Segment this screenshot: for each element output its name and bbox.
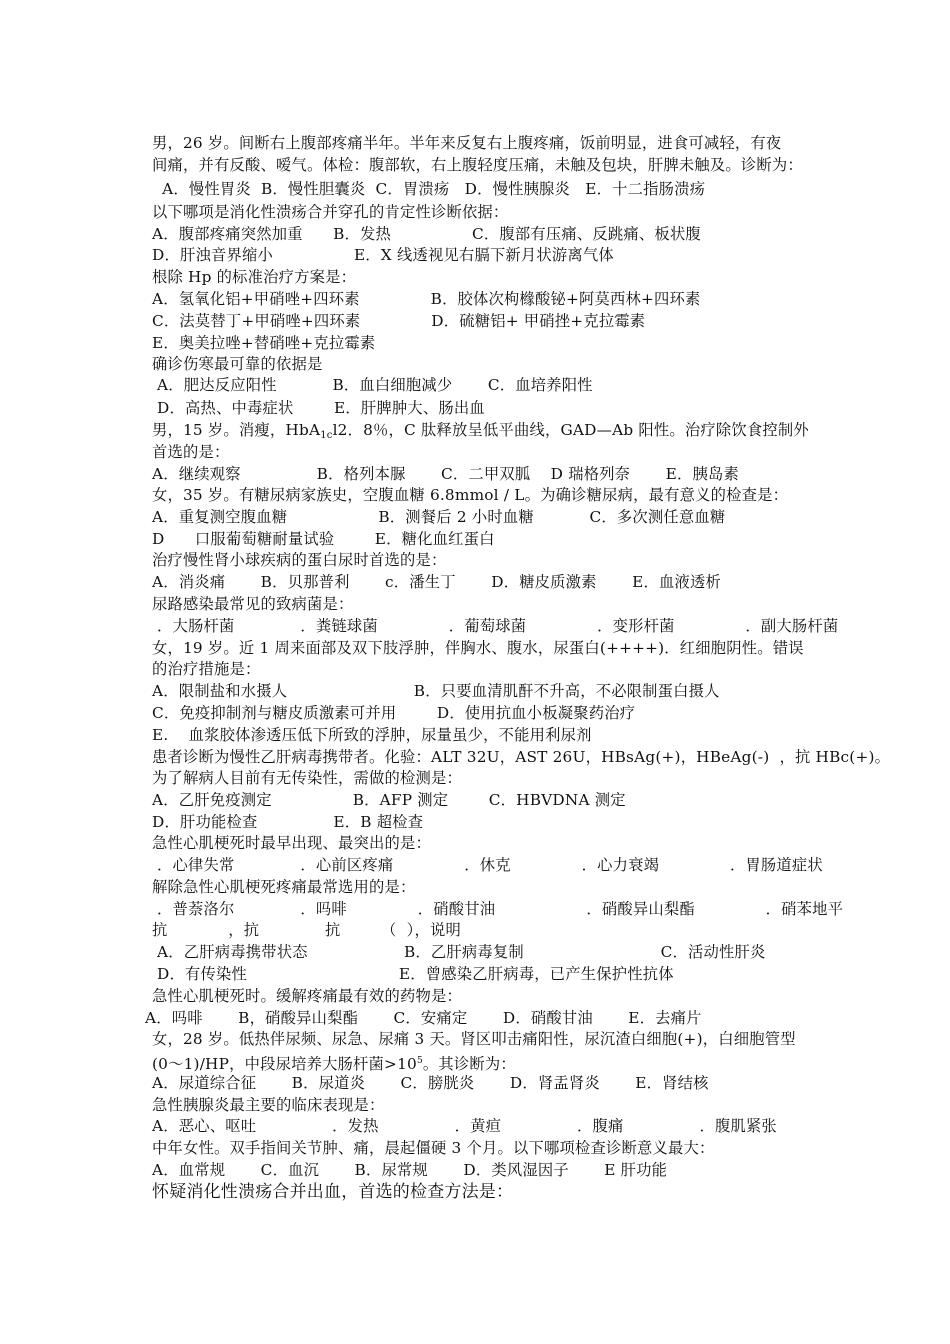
text-line: A．肥达反应阳性 B．血白细胞减少 C．血培养阳性 xyxy=(152,376,593,394)
text-line: A．吗啡 B，硝酸异山梨酯 C．安痛定 D．硝酸甘油 E．去痛片 xyxy=(145,1009,702,1027)
text-line: 患者诊断为慢性乙肝病毒携带者。化验：ALT 32U，AST 26U，HBsAg(+)，HBeAg(-) ，抗 HBc(+)。 xyxy=(152,748,891,766)
text-line: A．尿道综合征 B．尿道炎 C．膀胱炎 D．肾盂肾炎 E．肾结核 xyxy=(152,1074,709,1092)
text-segment: (0～1)/HP，中段尿培养大肠杆菌>10 xyxy=(152,1055,417,1074)
text-line: 以下哪项是消化性溃疡合并穿孔的肯定性诊断依据： xyxy=(152,203,509,221)
text-line: E. 血浆胶体渗透压低下所致的浮肿，尿量虽少，不能用利尿剂 xyxy=(152,726,592,744)
text-line: 急性心肌梗死时。缓解疼痛最有效的药物是： xyxy=(152,987,462,1005)
text-line: C．免疫抑制剂与糖皮质激素可并用 D．使用抗血小板凝聚药治疗 xyxy=(152,704,636,722)
text-line: 间痛，并有反酸、嗳气。体检：腹部软，右上腹轻度压痛，未触及包块，肝脾未触及。诊断为： xyxy=(152,156,803,174)
text-line: A．乙肝免疫测定 B．AFP 测定 C．HBVDNA 测定 xyxy=(152,791,626,809)
text-line: D．高热、中毒症状 E．肝脾肿大、肠出血 xyxy=(152,399,485,417)
text-line-culture xyxy=(152,1051,842,1074)
text-line: ．普萘洛尔 ．吗啡 ．硝酸甘油 ．硝酸异山梨酯 ．硝苯地平 xyxy=(152,900,844,918)
text-line: A．氢氧化铝+甲硝唑+四环素 B．胶体次枸橼酸铋+阿莫西林+四环素 xyxy=(152,290,701,308)
text-line: 女，28 岁。低热伴尿频、尿急、尿痛 3 天。肾区叩击痛阳性，尿沉渣白细胞(+)，白细胞管型 xyxy=(152,1030,796,1048)
text-line: A．血常规 C．血沉 B．尿常规 D．类风湿因子 E 肝功能 xyxy=(152,1161,668,1179)
text-line: D．肝功能检查 E．B 超检查 xyxy=(152,813,424,831)
text-line: 女，19 岁。近 1 周来面部及双下肢浮肿，伴胸水、腹水，尿蛋白(++++)．红细胞阴性。错误 xyxy=(152,639,804,657)
text-line: C．法莫替丁+甲硝唑+四环素 D．硫糖铝+ 甲硝挫+克拉霉素 xyxy=(152,312,646,330)
text-line: 怀疑消化性溃疡合并出血，首选的检查方法是： xyxy=(152,1182,514,1202)
text-line: A．慢性胃炎 B．慢性胆囊炎 C．胃溃疡 D．慢性胰腺炎 E．十二指肠溃疡 xyxy=(152,180,706,198)
text-line: 确诊伤寒最可靠的依据是 xyxy=(152,355,323,373)
text-line: 治疗慢性肾小球疾病的蛋白尿时首选的是： xyxy=(152,551,447,569)
text-line: A．乙肝病毒携带状态 B．乙肝病毒复制 C．活动性肝炎 xyxy=(152,943,766,961)
text-line: A．重复测空腹血糖 B．测餐后 2 小时血糖 C．多次测任意血糖 xyxy=(152,508,726,526)
text-line-hba1c xyxy=(152,420,842,440)
subscript: 1c xyxy=(320,430,333,441)
text-line: A．恶心、呕吐 ．发热 ．黄疸 ．腹痛 ．腹肌紧张 xyxy=(152,1117,777,1135)
text-segment: l2．8％，C 肽释放呈低平曲线，GAD—Ab 阳性。治疗除饮食控制外 xyxy=(332,421,809,439)
text-line: 尿路感染最常见的致病菌是： xyxy=(152,595,354,613)
text-line: 男，26 岁。间断右上腹部疼痛半年。半年来反复右上腹疼痛，饭前明显，进食可减轻，有夜 xyxy=(152,134,782,152)
text-line: 急性心肌梗死时最早出现、最突出的是： xyxy=(152,834,431,852)
text-line: 首选的是： xyxy=(152,443,230,461)
text-line: A．消炎痛 B．贝那普利 c．潘生丁 D．糖皮质激素 E．血液透析 xyxy=(152,573,721,591)
text-line: 急性胰腺炎最主要的临床表现是： xyxy=(152,1096,385,1114)
text-line: D．肝浊音界缩小 E．X 线透视见右膈下新月状游离气体 xyxy=(152,246,614,264)
text-line: A．限制盐和水摄人 B．只要血清肌酐不升高，不必限制蛋白摄人 xyxy=(152,682,720,700)
text-line: 女，35 岁。有糖尿病家族史，空腹血糖 6.8mmol / L。为确诊糖尿病，最有意义的检查是： xyxy=(152,486,789,504)
text-line: 解除急性心肌梗死疼痛最常选用的是： xyxy=(152,878,416,896)
text-line: D．有传染性 E．曾感染乙肝病毒，已产生保护性抗体 xyxy=(152,965,674,983)
text-line: 根除 Hp 的标准治疗方案是： xyxy=(152,268,357,286)
text-line: E．奥美拉唑+替硝唑+克拉霉素 xyxy=(152,334,376,352)
superscript: 5 xyxy=(416,1056,423,1066)
text-segment: 男，15 岁。消瘦，HbA xyxy=(152,421,321,439)
text-line: 的治疗措施是： xyxy=(152,660,261,678)
text-segment: 。其诊断为： xyxy=(422,1055,516,1074)
text-line: D 口服葡萄糖耐量试验 E．糖化血红蛋白 xyxy=(152,530,495,548)
text-line: 中年女性。双手指间关节肿、痛，晨起僵硬 3 个月。以下哪项检查诊断意义最大： xyxy=(152,1139,715,1157)
text-line: ．大肠杆菌 ．粪链球菌 ．葡萄球菌 ．变形杆菌 ．副大肠杆菌 xyxy=(152,617,839,635)
text-line: A．继续观察 B．格列本脲 C．二甲双胍 D 瑞格列奈 E．胰岛素 xyxy=(152,465,739,483)
text-line: 抗 ，抗 抗 （ ），说明 xyxy=(152,921,462,939)
text-line: 为了解病人目前有无传染性，需做的检测是： xyxy=(152,769,462,787)
text-line: ．心律失常 ．心前区疼痛 ．休克 ．心力衰竭 ．胃肠道症状 xyxy=(152,856,823,874)
text-line: A．腹部疼痛突然加重 B．发热 C．腹部有压痛、反跳痛、板状腹 xyxy=(152,225,701,243)
